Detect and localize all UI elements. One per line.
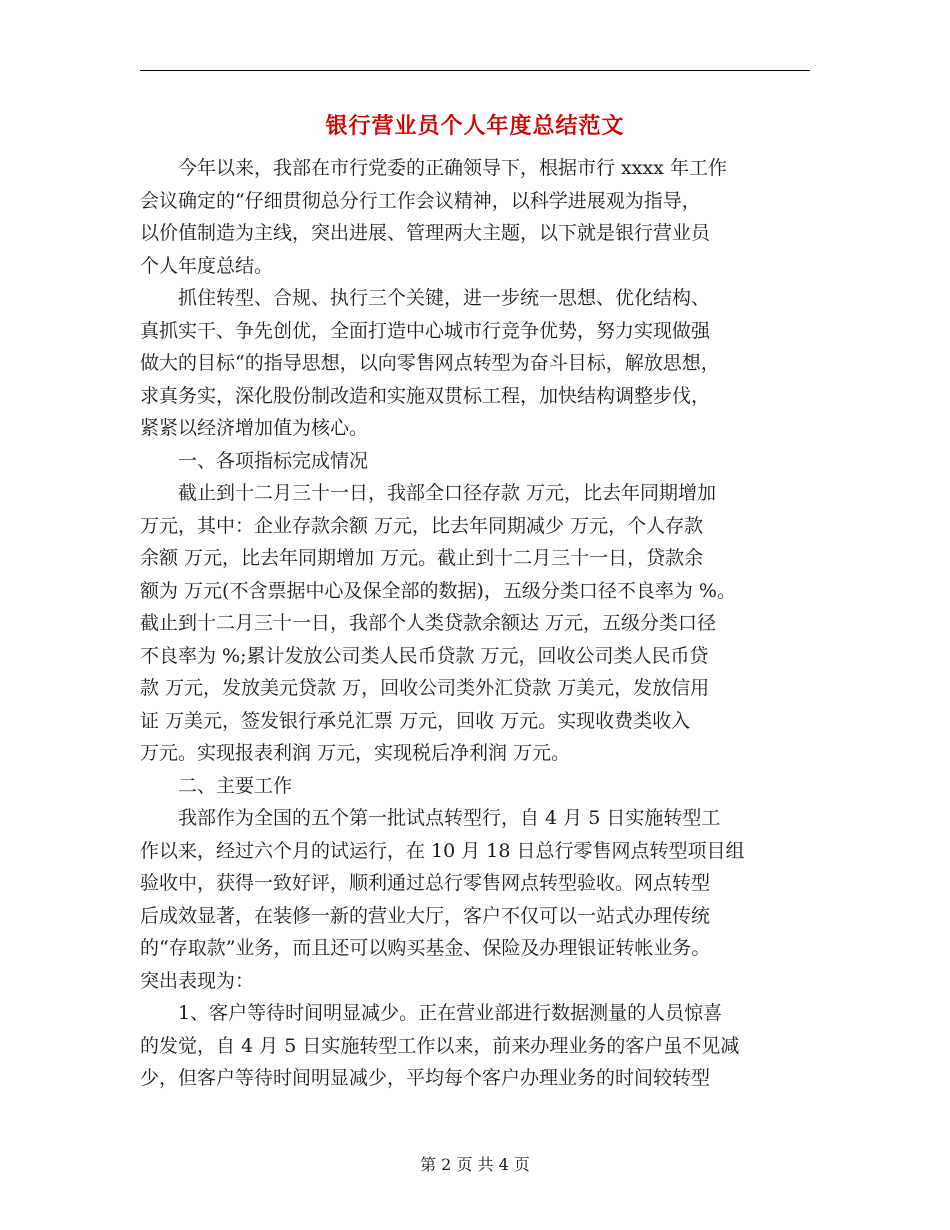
page-number-footer: 第 2 页 共 4 页 bbox=[420, 1155, 530, 1174]
section-heading: 二、主要工作 bbox=[140, 774, 293, 797]
text-line: 截止到十二月三十一日，我部个人类贷款余额达 万元，五级分类口径 bbox=[140, 612, 717, 634]
section-heading: 一、各项指标完成情况 bbox=[140, 449, 369, 472]
header-rule bbox=[140, 70, 810, 71]
text-line: 验收中，获得一致好评，顺利通过总行零售网点转型验收。网点转型 bbox=[140, 872, 711, 894]
text-line: 真抓实干、争先创优，全面打造中心城市行竞争优势，努力实现做强 bbox=[140, 319, 711, 342]
text-line: 额为 万元(不含票据中心及保全部的数据)，五级分类口径不良率为 %。 bbox=[140, 579, 736, 602]
text-line: 的发觉，自 4 月 5 日实施转型工作以来，前来办理业务的客户虽不见减 bbox=[140, 1034, 740, 1057]
text-line: 紧紧以经济增加值为核心。 bbox=[140, 417, 369, 439]
text-line: 会议确定的“仔细贯彻总分行工作会议精神，以科学进展观为指导， bbox=[140, 189, 701, 212]
text-line: 少，但客户等待时间明显减少，平均每个客户办理业务的时间较转型 bbox=[140, 1067, 711, 1089]
text-line: 截止到十二月三十一日，我部全口径存款 万元，比去年同期增加 bbox=[140, 482, 717, 504]
text-line: 作以来，经过六个月的试运行，在 10 月 18 日总行零售网点转型项目组 bbox=[140, 839, 745, 862]
text-line: 的“存取款”业务，而且还可以购买基金、保险及办理银证转帐业务。 bbox=[140, 937, 711, 959]
text-line: 后成效显著，在装修一新的营业大厅，客户不仅可以一站式办理传统 bbox=[140, 904, 711, 927]
text-line: 不良率为 %;累计发放公司类人民币贷款 万元，回收公司类人民币贷 bbox=[140, 644, 709, 667]
text-line: 万元，其中：企业存款余额 万元，比去年同期减少 万元，个人存款 bbox=[140, 514, 704, 537]
text-line: 求真务实，深化股份制改造和实施双贯标工程，加快结构调整步伐， bbox=[140, 384, 711, 407]
text-line: 1、客户等待时间明显减少。正在营业部进行数据测量的人员惊喜 bbox=[140, 1002, 723, 1024]
text-line: 万元。实现报表利润 万元，实现税后净利润 万元。 bbox=[140, 742, 571, 764]
text-line: 证 万美元，签发银行承兑汇票 万元，回收 万元。实现收费类收入 bbox=[140, 709, 691, 732]
text-line: 款 万元，发放美元贷款 万，回收公司类外汇贷款 万美元，发放信用 bbox=[140, 677, 710, 699]
text-line: 个人年度总结。 bbox=[140, 254, 274, 277]
text-line: 我部作为全国的五个第一批试点转型行，自 4 月 5 日实施转型工 bbox=[140, 807, 721, 829]
text-line: 突出表现为： bbox=[140, 969, 255, 992]
text-line: 做大的目标“的指导思想，以向零售网点转型为奋斗目标，解放思想， bbox=[140, 352, 720, 374]
document-title: 银行营业员个人年度总结范文 bbox=[325, 113, 625, 139]
text-line: 以价值制造为主线，突出进展、管理两大主题，以下就是银行营业员 bbox=[140, 222, 711, 244]
text-line: 今年以来，我部在市行党委的正确领导下，根据市行 xxxx 年工作 bbox=[140, 157, 727, 179]
text-line: 余额 万元，比去年同期增加 万元。截止到十二月三十一日，贷款余 bbox=[140, 547, 704, 569]
text-line: 抓住转型、合规、执行三个关键，进一步统一思想、优化结构、 bbox=[140, 287, 711, 309]
document-body bbox=[140, 152, 810, 1095]
